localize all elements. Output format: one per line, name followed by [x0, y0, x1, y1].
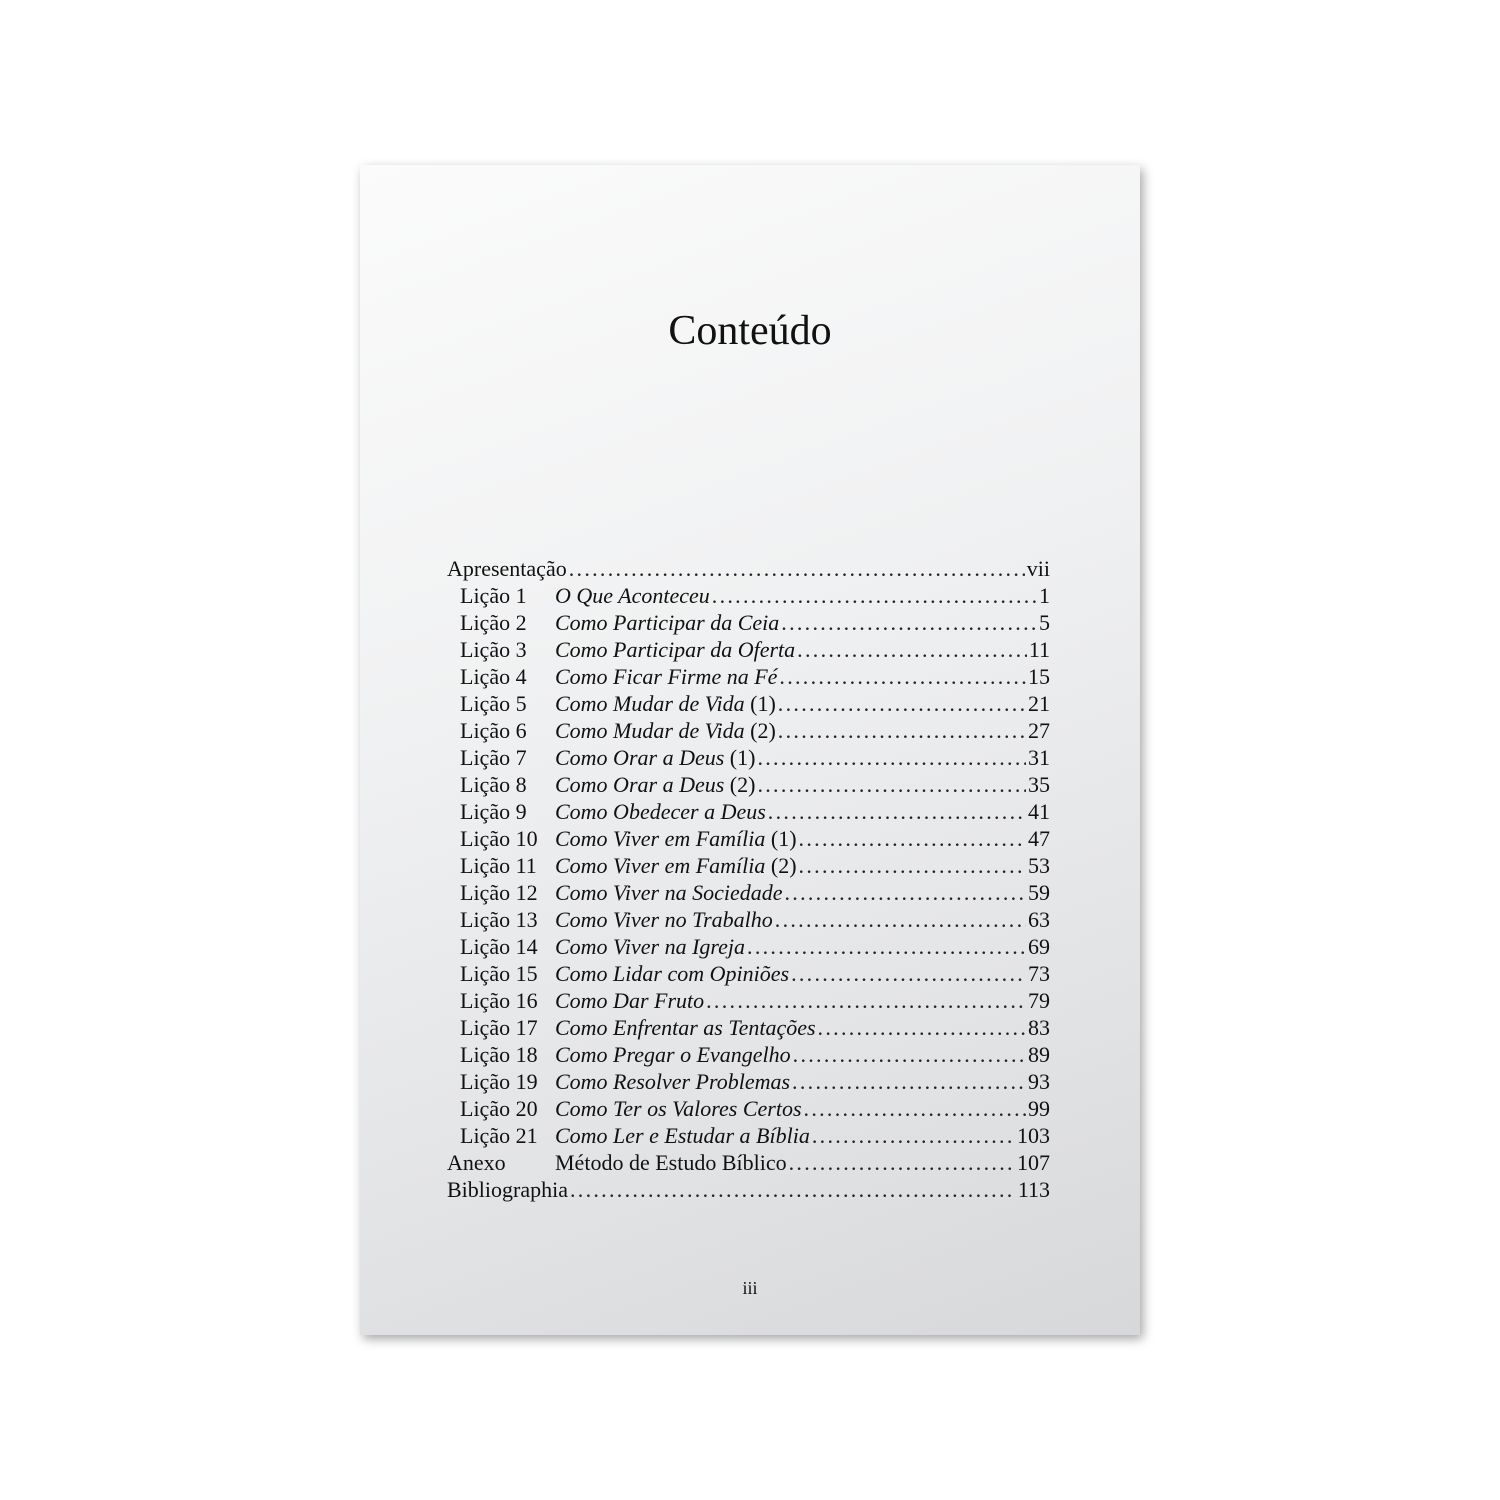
toc-page-number: 1 [1039, 583, 1050, 608]
toc-entry-lesson [447, 663, 1050, 690]
lesson-title: Como Obedecer a Deus [555, 799, 766, 824]
dot-leader [792, 1068, 1026, 1095]
lesson-title: O Que Aconteceu [555, 583, 710, 608]
toc-page-number: 21 [1028, 691, 1050, 716]
lesson-part-suffix: (2) [744, 718, 776, 743]
toc-page-number: 69 [1028, 934, 1050, 959]
dot-leader [569, 555, 1025, 582]
toc-entry-front [447, 555, 1050, 582]
dot-leader [570, 1176, 1016, 1203]
dot-leader [778, 690, 1026, 717]
dot-leader [781, 609, 1037, 636]
toc-page-number: 99 [1028, 1096, 1050, 1121]
lesson-title: Como Ter os Valores Certos [555, 1096, 802, 1121]
dot-leader [799, 852, 1026, 879]
toc-entry-lesson [447, 852, 1050, 879]
toc-entry-back [447, 1176, 1050, 1203]
toc-entry-lesson [447, 690, 1050, 717]
book-page [360, 165, 1140, 1335]
lesson-number: Lição 12 [460, 880, 538, 905]
lesson-title: Como Orar a Deus [555, 745, 725, 770]
lesson-title: Como Viver na Igreja [555, 934, 746, 959]
lesson-title: Como Dar Fruto [555, 988, 705, 1013]
dot-leader [757, 744, 1026, 771]
lesson-number: Lição 14 [460, 934, 538, 959]
toc-entry-lesson [447, 717, 1050, 744]
lesson-number: Lição 1 [460, 583, 527, 608]
dot-leader [791, 960, 1026, 987]
dot-leader [747, 933, 1026, 960]
lesson-title: Como Viver na Sociedade [555, 880, 783, 905]
toc-entry-lesson [447, 1122, 1050, 1149]
toc-entry-lesson [447, 582, 1050, 609]
toc-page-number: 83 [1028, 1015, 1050, 1040]
toc-entry-lesson [447, 798, 1050, 825]
toc-entry-lesson [447, 1068, 1050, 1095]
lesson-number: Lição 2 [460, 610, 527, 635]
lesson-title: Como Participar da Oferta [555, 637, 796, 662]
lesson-title: Como Viver em Família [555, 853, 766, 878]
toc-entry-label: Anexo [447, 1150, 506, 1175]
toc-page-number: 35 [1028, 772, 1050, 797]
toc-entry-label: Bibliographia [447, 1177, 568, 1202]
toc-page-number: 59 [1028, 880, 1050, 905]
dot-leader [712, 582, 1037, 609]
lesson-number: Lição 20 [460, 1096, 538, 1121]
lesson-title: Como Enfrentar as Tentações [555, 1015, 816, 1040]
toc-entry-lesson [447, 771, 1050, 798]
dot-leader [818, 1014, 1026, 1041]
lesson-title: Como Viver no Trabalho [555, 907, 773, 932]
page-title: Conteúdo [668, 308, 832, 354]
dot-leader [768, 798, 1026, 825]
lesson-part-suffix: (1) [744, 691, 776, 716]
lesson-number: Lição 16 [460, 988, 538, 1013]
lesson-title: Como Pregar o Evangelho [555, 1042, 791, 1067]
toc-entry-lesson [447, 906, 1050, 933]
lesson-number: Lição 4 [460, 664, 527, 689]
lesson-number: Lição 3 [460, 637, 527, 662]
toc-page-number: 47 [1028, 826, 1050, 851]
toc-entry-lesson [447, 987, 1050, 1014]
lesson-number: Lição 11 [460, 853, 537, 878]
lesson-title: Como Viver em Família [555, 826, 766, 851]
toc-page-number: 107 [1017, 1150, 1050, 1175]
lesson-part-suffix: (1) [765, 826, 797, 851]
toc-entry-lesson [447, 879, 1050, 906]
toc-page-number: 53 [1028, 853, 1050, 878]
toc-page-number: 27 [1028, 718, 1050, 743]
lesson-number: Lição 13 [460, 907, 538, 932]
toc-entry-title: Método de Estudo Bíblico [555, 1150, 787, 1175]
dot-leader [799, 825, 1026, 852]
dot-leader [789, 1149, 1015, 1176]
toc-entry-lesson [447, 636, 1050, 663]
lesson-title: Como Mudar de Vida [555, 718, 745, 743]
toc-entry-lesson [447, 1095, 1050, 1122]
lesson-number: Lição 9 [460, 799, 527, 824]
dot-leader [778, 717, 1026, 744]
toc-entry-label: Apresentação [447, 556, 567, 581]
dot-leader [775, 906, 1026, 933]
dot-leader [804, 1095, 1026, 1122]
toc-page-number: vii [1026, 556, 1050, 581]
lesson-title: Como Resolver Problemas [555, 1069, 791, 1094]
lesson-number: Lição 10 [460, 826, 538, 851]
lesson-title: Como Ler e Estudar a Bíblia [555, 1123, 810, 1148]
lesson-number: Lição 6 [460, 718, 527, 743]
lesson-number: Lição 18 [460, 1042, 538, 1067]
lesson-part-suffix: (2) [765, 853, 797, 878]
toc-entry-lesson [447, 960, 1050, 987]
dot-leader [706, 987, 1026, 1014]
lesson-title: Como Lidar com Opiniões [555, 961, 790, 986]
toc-page-number: 93 [1028, 1069, 1050, 1094]
dot-leader [779, 663, 1026, 690]
toc-page-number: 73 [1028, 961, 1050, 986]
lesson-title: Como Ficar Firme na Fé [555, 664, 778, 689]
toc-page-number: 41 [1028, 799, 1050, 824]
lesson-number: Lição 17 [460, 1015, 538, 1040]
dot-leader [784, 879, 1026, 906]
dot-leader [812, 1122, 1015, 1149]
lesson-number: Lição 15 [460, 961, 538, 986]
toc-entry-lesson [447, 1014, 1050, 1041]
dot-leader [797, 636, 1027, 663]
dot-leader [793, 1041, 1026, 1068]
lesson-number: Lição 21 [460, 1123, 538, 1148]
toc-page-number: 5 [1039, 610, 1050, 635]
toc-page-number: 63 [1028, 907, 1050, 932]
lesson-title: Como Orar a Deus [555, 772, 725, 797]
lesson-part-suffix: (1) [724, 745, 756, 770]
toc-entry-lesson [447, 1041, 1050, 1068]
toc-page-number: 113 [1017, 1177, 1050, 1202]
toc-page-number: 79 [1028, 988, 1050, 1013]
toc-entry-annex [447, 1149, 1050, 1176]
dot-leader [757, 771, 1026, 798]
toc-entry-lesson [447, 744, 1050, 771]
toc-page-number: 89 [1028, 1042, 1050, 1067]
toc-entry-lesson [447, 825, 1050, 852]
toc-entry-lesson [447, 933, 1050, 960]
lesson-title: Como Mudar de Vida [555, 691, 745, 716]
lesson-list [447, 582, 1050, 1149]
lesson-number: Lição 19 [460, 1069, 538, 1094]
toc-page-number: 11 [1028, 637, 1050, 662]
toc-page-number: 15 [1028, 664, 1050, 689]
toc-page-number: 103 [1017, 1123, 1050, 1148]
page-number: iii [742, 1278, 758, 1298]
lesson-number: Lição 5 [460, 691, 527, 716]
toc-page-number: 31 [1028, 745, 1050, 770]
table-of-contents [447, 555, 1050, 1203]
lesson-title: Como Participar da Ceia [555, 610, 780, 635]
lesson-number: Lição 8 [460, 772, 527, 797]
lesson-number: Lição 7 [460, 745, 527, 770]
toc-entry-lesson [447, 609, 1050, 636]
lesson-part-suffix: (2) [724, 772, 756, 797]
